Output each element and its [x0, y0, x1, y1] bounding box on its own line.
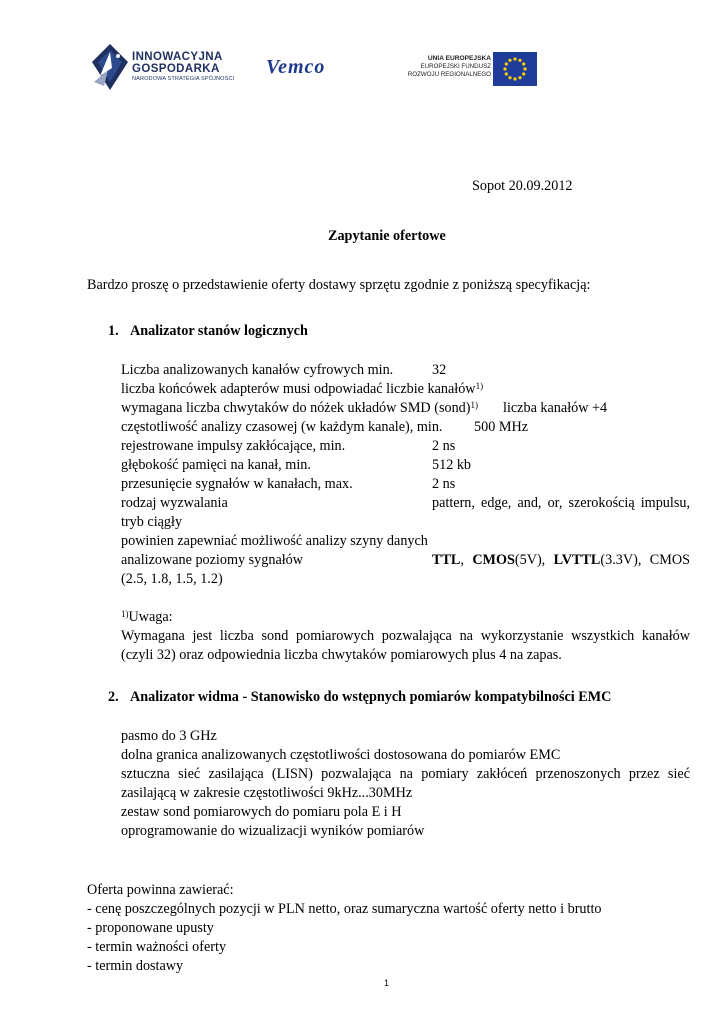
spec-skew-value: 2 ns	[432, 476, 456, 492]
offer-item: - termin ważności oferty	[87, 939, 227, 955]
spec-memory-label: głębokość pamięci na kanał, min.	[121, 457, 311, 473]
eu-logo-line3: ROZWOJU REGIONALNEGO	[407, 70, 491, 78]
emc-lisn-line2: zasilającą w zakresie częstotliwości 9kHz...30MHz	[121, 785, 413, 801]
spec-adapters-text: liczba końcówek adapterów musi odpowiadać liczbie kanałów	[121, 381, 476, 397]
eu-logo	[392, 55, 537, 87]
emc-software: oprogramowanie do wizualizacji wyników pomiarów	[121, 823, 425, 839]
ig-logo-line3: NARODOWA STRATEGIA SPÓJNOŚCI	[132, 76, 235, 82]
spec-memory-value: 512 kb	[432, 457, 472, 473]
offer-item: - cenę poszczególnych pozycji w PLN netto, oraz sumaryczna wartość oferty netto i brutto	[87, 901, 602, 917]
emc-band: pasmo do 3 GHz	[121, 728, 217, 744]
spec-skew-label: przesunięcie sygnałów w kanałach, max.	[121, 476, 353, 492]
note-line1: Wymagana jest liczba sond pomiarowych pozwalająca na wykorzystanie wszystkich kanałów	[121, 628, 690, 644]
spec-trigger-label: rodzaj wyzwalania	[121, 495, 228, 511]
note-line2: (czyli 32) oraz odpowiednia liczba chwytaków pomiarowych plus 4 na zapas.	[121, 647, 562, 663]
section1-heading: Analizator stanów logicznych	[130, 323, 308, 339]
spec-channels-label: Liczba analizowanych kanałów cyfrowych min.	[121, 362, 394, 378]
innowacyjna-gospodarka-logo	[90, 42, 250, 92]
spec-glitch-value: 2 ns	[432, 438, 456, 454]
spec-trigger-cont: tryb ciągły	[121, 514, 183, 530]
page-number: 1	[384, 978, 390, 988]
offer-heading: Oferta powinna zawierać:	[87, 882, 234, 898]
document-title: Zapytanie ofertowe	[328, 228, 446, 244]
emc-probes: zestaw sond pomiarowych do pomiaru pola E i H	[121, 804, 402, 820]
spec-probes-value: liczba kanałów +4	[503, 400, 608, 416]
section2-number: 2.	[108, 689, 119, 705]
ig-logo-line1: INNOWACYJNA	[132, 51, 223, 63]
spec-trigger-value: pattern, edge, and, or, szerokością impulsu,	[432, 495, 690, 511]
spec-channels-value: 32	[432, 362, 447, 378]
level-lvttl: LVTTL(3.3V),	[553, 552, 642, 568]
emc-lisn-line1: sztuczna sieć zasilająca (LISN) pozwalająca na pomiary zakłóceń przenoszonych przez sieć	[121, 766, 690, 782]
intro-text: Bardzo proszę o przedstawienie oferty dostawy sprzętu zgodnie z poniższą specyfikacją:	[87, 277, 591, 293]
spec-levels-label: analizowane poziomy sygnałów	[121, 552, 304, 568]
section1-number: 1.	[108, 323, 119, 339]
level-ttl: TTL,	[432, 552, 464, 568]
spec-levels-cont: (2.5, 1.8, 1.5, 1.2)	[121, 571, 223, 587]
level-cmos: CMOS(5V),	[472, 552, 546, 568]
spec-adapters	[121, 381, 483, 398]
eu-logo-line2: EUROPEJSKI FUNDUSZ	[420, 63, 491, 70]
spec-frequency-label: częstotliwość analizy czasowej (w każdym kanale), min.	[121, 419, 443, 435]
eu-logo-line1: UNIA EUROPEJSKA	[427, 55, 491, 62]
footnote-marker: 1)	[121, 609, 129, 619]
spec-bus-analysis: powinien zapewniać możliwość analizy szyny danych	[121, 533, 428, 549]
innowacyjna-gospodarka-emblem-icon	[90, 42, 130, 92]
spec-glitch-label: rejestrowane impulsy zakłócające, min.	[121, 438, 346, 454]
eu-flag-icon	[493, 52, 537, 86]
spec-frequency-value: 500 MHz	[474, 419, 528, 435]
spec-probes	[121, 400, 478, 417]
section2-heading: Analizator widma - Stanowisko do wstępnych pomiarów kompatybilności EMC	[130, 689, 612, 705]
spec-probes-label: wymagana liczba chwytaków do nóżek układów SMD (sond)	[121, 400, 471, 416]
footnote-ref: 1)	[470, 400, 478, 410]
spec-levels-value	[432, 552, 690, 569]
ig-logo-line2: GOSPODARKA	[132, 63, 220, 75]
footnote-ref: 1)	[475, 381, 484, 391]
offer-item: - proponowane upusty	[87, 920, 214, 936]
level-cmos2: CMOS	[649, 552, 690, 568]
note-label: $^{1)}$Uwaga:	[121, 609, 173, 625]
offer-item: - termin dostawy	[87, 958, 184, 974]
place-date: Sopot 20.09.2012	[472, 178, 573, 194]
emc-lower-freq: dolna granica analizowanych częstotliwości dostosowana do pomiarów EMC	[121, 747, 561, 763]
vemco-logo: Vemco	[266, 56, 326, 78]
